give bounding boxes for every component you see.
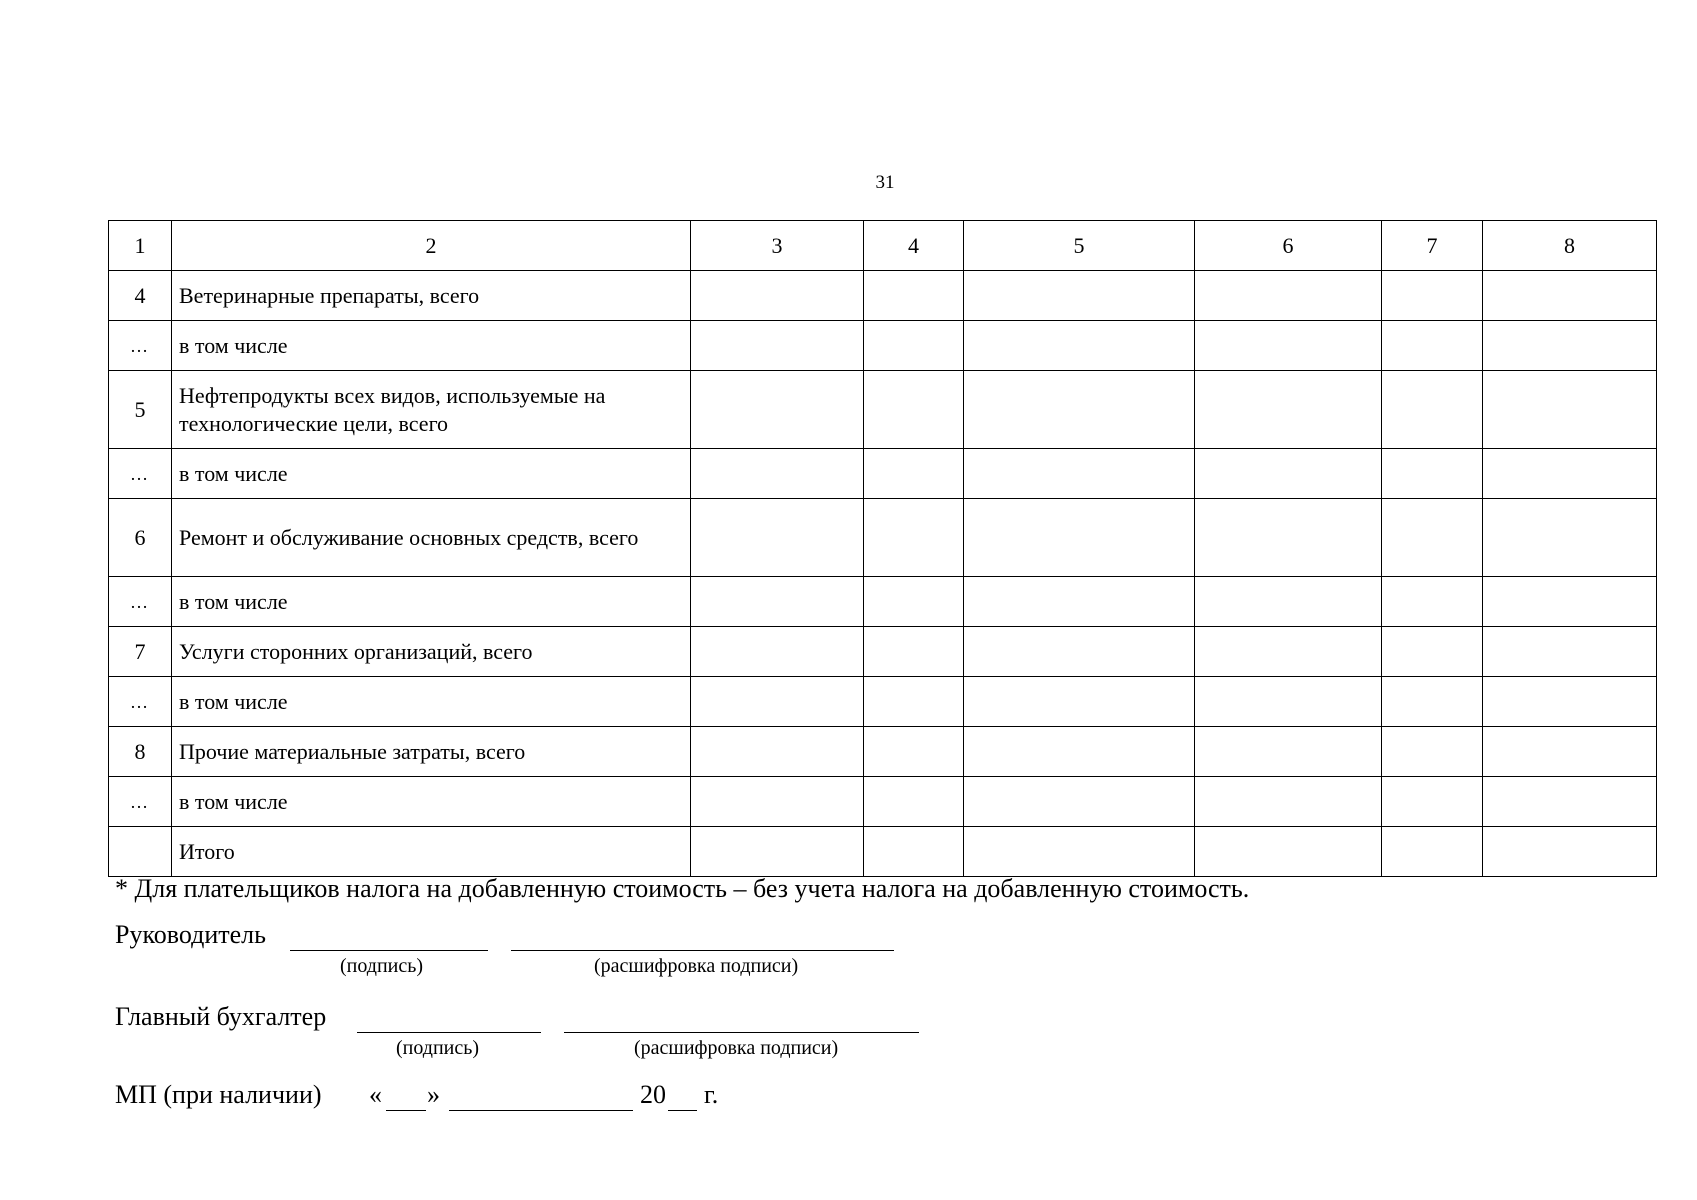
table-cell[interactable] (1195, 627, 1382, 677)
table-cell[interactable] (1382, 777, 1483, 827)
table-cell[interactable] (964, 677, 1195, 727)
table-cell[interactable] (1382, 371, 1483, 449)
row-number: … (109, 677, 172, 727)
table-cell[interactable] (964, 499, 1195, 577)
row-label: Ремонт и обслуживание основных средств, всего (172, 499, 691, 577)
table-cell[interactable] (1195, 371, 1382, 449)
table-cell[interactable] (1483, 449, 1657, 499)
table-cell[interactable] (964, 627, 1195, 677)
column-header: 4 (864, 221, 964, 271)
table-cell[interactable] (1382, 577, 1483, 627)
table-row (109, 677, 1657, 727)
table-cell[interactable] (964, 449, 1195, 499)
table-row (109, 627, 1657, 677)
table-cell[interactable] (964, 577, 1195, 627)
cost-table (108, 220, 1657, 877)
table-cell[interactable] (691, 627, 864, 677)
row-label: в том числе (172, 677, 691, 727)
column-header: 8 (1483, 221, 1657, 271)
table-cell[interactable] (1483, 321, 1657, 371)
row-number: … (109, 321, 172, 371)
table-cell[interactable] (691, 371, 864, 449)
page-number: 31 (875, 172, 895, 193)
table-cell[interactable] (1195, 499, 1382, 577)
row-label: Услуги сторонних организаций, всего (172, 627, 691, 677)
row-label: в том числе (172, 321, 691, 371)
table-cell[interactable] (864, 627, 964, 677)
column-header: 5 (964, 221, 1195, 271)
head-signature-blank[interactable] (290, 950, 488, 951)
row-label: в том числе (172, 449, 691, 499)
table-row (109, 577, 1657, 627)
row-number (109, 827, 172, 877)
table-cell[interactable] (1195, 727, 1382, 777)
head-name-caption: (расшифровка подписи) (594, 955, 799, 977)
table-cell[interactable] (691, 677, 864, 727)
row-label: Прочие материальные затраты, всего (172, 727, 691, 777)
table-row (109, 271, 1657, 321)
table-cell[interactable] (964, 321, 1195, 371)
row-number: 4 (109, 271, 172, 321)
table-row (109, 371, 1657, 449)
table-cell[interactable] (691, 577, 864, 627)
date-day-blank[interactable] (386, 1110, 426, 1111)
column-header: 3 (691, 221, 864, 271)
accountant-label: Главный бухгалтер (115, 1002, 327, 1031)
table-cell[interactable] (864, 677, 964, 727)
date-year-prefix: 20 (640, 1080, 666, 1109)
table-cell[interactable] (691, 827, 864, 877)
row-label: в том числе (172, 777, 691, 827)
table-cell[interactable] (964, 271, 1195, 321)
table-cell[interactable] (864, 271, 964, 321)
table-cell[interactable] (964, 727, 1195, 777)
table-header-row (109, 221, 1657, 271)
accountant-signature-blank[interactable] (357, 1032, 541, 1033)
row-label: Нефтепродукты всех видов, используемые на технологические цели, всего (172, 371, 691, 449)
table-cell[interactable] (1483, 627, 1657, 677)
accountant-signature-caption: (подпись) (396, 1037, 480, 1059)
row-label: Итого (172, 827, 691, 877)
row-number: … (109, 577, 172, 627)
table-cell[interactable] (1382, 677, 1483, 727)
table-cell[interactable] (964, 371, 1195, 449)
table-cell[interactable] (1483, 371, 1657, 449)
row-number: … (109, 777, 172, 827)
head-signature-caption: (подпись) (340, 955, 424, 977)
column-header: 1 (109, 221, 172, 271)
head-name-blank[interactable] (511, 950, 894, 951)
table-cell[interactable] (1382, 449, 1483, 499)
table-cell[interactable] (1483, 777, 1657, 827)
column-header: 6 (1195, 221, 1382, 271)
table-cell[interactable] (1382, 499, 1483, 577)
date-open-quote: « (369, 1080, 382, 1109)
table-cell[interactable] (691, 321, 864, 371)
table-row (109, 777, 1657, 827)
table-cell[interactable] (1195, 827, 1382, 877)
table-cell[interactable] (1195, 271, 1382, 321)
table-cell[interactable] (1483, 499, 1657, 577)
row-label: Ветеринарные препараты, всего (172, 271, 691, 321)
row-number: 7 (109, 627, 172, 677)
table-cell[interactable] (691, 271, 864, 321)
row-number: 6 (109, 499, 172, 577)
table-cell[interactable] (1483, 827, 1657, 877)
stamp-label: МП (при наличии) (115, 1080, 322, 1109)
table-cell[interactable] (864, 827, 964, 877)
table-cell[interactable] (1382, 827, 1483, 877)
table-cell[interactable] (964, 827, 1195, 877)
table-cell[interactable] (1195, 577, 1382, 627)
table-row (109, 727, 1657, 777)
table-cell[interactable] (864, 449, 964, 499)
table-row (109, 321, 1657, 371)
table-cell[interactable] (691, 499, 864, 577)
date-year-blank[interactable] (668, 1110, 697, 1111)
table-cell[interactable] (1382, 271, 1483, 321)
table-row (109, 499, 1657, 577)
table-cell[interactable] (691, 777, 864, 827)
table-cell[interactable] (1382, 627, 1483, 677)
accountant-name-blank[interactable] (564, 1032, 919, 1033)
table-cell[interactable] (691, 727, 864, 777)
date-close-quote: » (427, 1080, 440, 1109)
table-cell[interactable] (864, 727, 964, 777)
table-cell[interactable] (1483, 677, 1657, 727)
table-cell[interactable] (864, 371, 964, 449)
column-header: 7 (1382, 221, 1483, 271)
date-year-suffix: г. (704, 1080, 719, 1109)
table-total-row (109, 827, 1657, 877)
table-cell[interactable] (1195, 449, 1382, 499)
table-cell[interactable] (1195, 677, 1382, 727)
column-header: 2 (172, 221, 691, 271)
date-month-blank[interactable] (449, 1110, 633, 1111)
accountant-name-caption: (расшифровка подписи) (634, 1037, 839, 1059)
row-number: … (109, 449, 172, 499)
row-label: в том числе (172, 577, 691, 627)
table-cell[interactable] (1483, 271, 1657, 321)
head-label: Руководитель (115, 920, 266, 949)
table-cell[interactable] (964, 777, 1195, 827)
table-cell[interactable] (864, 499, 964, 577)
table-cell[interactable] (1483, 577, 1657, 627)
table-cell[interactable] (691, 449, 864, 499)
table-cell[interactable] (864, 321, 964, 371)
table-cell[interactable] (1382, 727, 1483, 777)
row-number: 5 (109, 371, 172, 449)
table-row (109, 449, 1657, 499)
footnote: * Для плательщиков налога на добавленную стоимость – без учета налога на добавленную стоимость. (115, 874, 1250, 903)
table-cell[interactable] (1483, 727, 1657, 777)
table-cell[interactable] (1382, 321, 1483, 371)
row-number: 8 (109, 727, 172, 777)
table-cell[interactable] (1195, 321, 1382, 371)
table-cell[interactable] (864, 777, 964, 827)
table-cell[interactable] (1195, 777, 1382, 827)
table-cell[interactable] (864, 577, 964, 627)
